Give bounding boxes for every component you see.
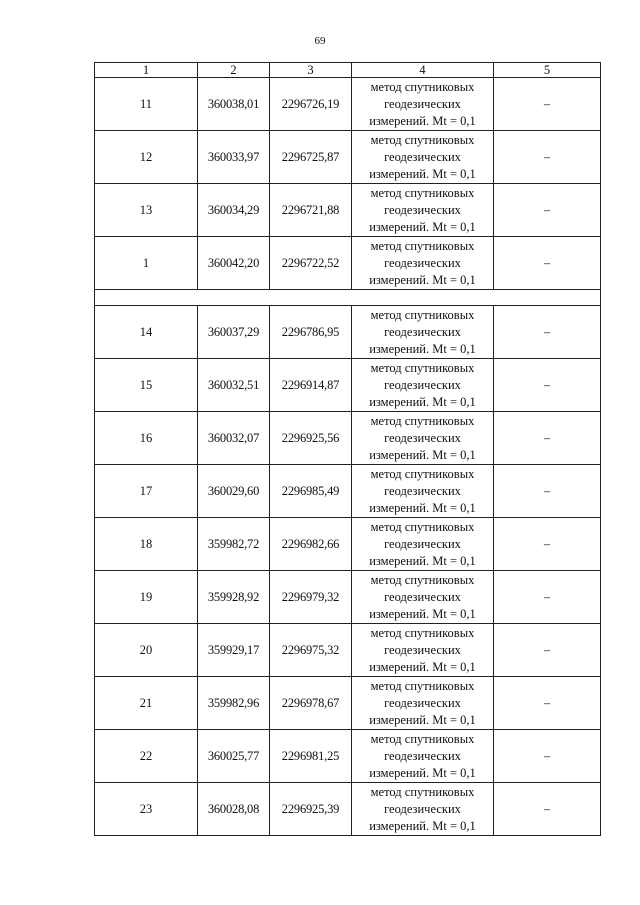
coordinates-table <box>94 62 601 836</box>
point-number-cell: 21 <box>95 677 198 730</box>
method-text-line: геодезических <box>384 377 461 392</box>
method-text-line: измерений. Mt = 0,1 <box>369 341 476 356</box>
method-text-line: метод спутниковых <box>370 132 475 147</box>
method-cell <box>352 677 494 730</box>
point-number-cell: 17 <box>95 465 198 518</box>
point-number-cell: 18 <box>95 518 198 571</box>
method-text-line: геодезических <box>384 324 461 339</box>
method-text-line: геодезических <box>384 430 461 445</box>
method-text-line: метод спутниковых <box>370 678 475 693</box>
note-cell: – <box>494 412 601 465</box>
column-header: 1 <box>95 63 198 78</box>
point-number-cell: 16 <box>95 412 198 465</box>
note-cell: – <box>494 131 601 184</box>
table-row <box>95 571 601 624</box>
method-cell <box>352 783 494 836</box>
table-row <box>95 131 601 184</box>
method-text-line: метод спутниковых <box>370 238 475 253</box>
y-coordinate-cell: 2296978,67 <box>270 677 352 730</box>
method-text-line: метод спутниковых <box>370 572 475 587</box>
method-text-line: геодезических <box>384 748 461 763</box>
page-number: 69 <box>314 35 326 47</box>
point-number-cell: 11 <box>95 78 198 131</box>
method-text-line: измерений. Mt = 0,1 <box>369 394 476 409</box>
x-coordinate-cell: 360025,77 <box>198 730 270 783</box>
method-text-line: геодезических <box>384 536 461 551</box>
x-coordinate-cell: 360042,20 <box>198 237 270 290</box>
method-text-line: метод спутниковых <box>370 185 475 200</box>
note-cell: – <box>494 783 601 836</box>
y-coordinate-cell: 2296981,25 <box>270 730 352 783</box>
method-text-line: измерений. Mt = 0,1 <box>369 219 476 234</box>
y-coordinate-cell: 2296726,19 <box>270 78 352 131</box>
method-text-line: измерений. Mt = 0,1 <box>369 765 476 780</box>
note-cell: – <box>494 306 601 359</box>
method-text-line: метод спутниковых <box>370 79 475 94</box>
y-coordinate-cell: 2296982,66 <box>270 518 352 571</box>
note-cell: – <box>494 184 601 237</box>
y-coordinate-cell: 2296725,87 <box>270 131 352 184</box>
x-coordinate-cell: 360029,60 <box>198 465 270 518</box>
y-coordinate-cell: 2296914,87 <box>270 359 352 412</box>
x-coordinate-cell: 360033,97 <box>198 131 270 184</box>
method-cell <box>352 465 494 518</box>
note-cell: – <box>494 571 601 624</box>
note-cell: – <box>494 359 601 412</box>
column-header: 5 <box>494 63 601 78</box>
method-cell <box>352 184 494 237</box>
table-row <box>95 783 601 836</box>
table-row <box>95 306 601 359</box>
table-row <box>95 465 601 518</box>
x-coordinate-cell: 360032,07 <box>198 412 270 465</box>
point-number-cell: 22 <box>95 730 198 783</box>
method-cell <box>352 359 494 412</box>
table-row <box>95 359 601 412</box>
method-text-line: геодезических <box>384 96 461 111</box>
note-cell: – <box>494 624 601 677</box>
table-row <box>95 412 601 465</box>
method-text-line: геодезических <box>384 642 461 657</box>
y-coordinate-cell: 2296786,95 <box>270 306 352 359</box>
method-cell <box>352 730 494 783</box>
point-number-cell: 13 <box>95 184 198 237</box>
method-cell <box>352 412 494 465</box>
y-coordinate-cell: 2296979,32 <box>270 571 352 624</box>
method-text-line: геодезических <box>384 483 461 498</box>
y-coordinate-cell: 2296721,88 <box>270 184 352 237</box>
method-cell <box>352 78 494 131</box>
method-text-line: геодезических <box>384 801 461 816</box>
point-number-cell: 1 <box>95 237 198 290</box>
method-cell <box>352 131 494 184</box>
column-header: 3 <box>270 63 352 78</box>
x-coordinate-cell: 359982,96 <box>198 677 270 730</box>
method-text-line: измерений. Mt = 0,1 <box>369 272 476 287</box>
x-coordinate-cell: 360037,29 <box>198 306 270 359</box>
x-coordinate-cell: 359928,92 <box>198 571 270 624</box>
method-text-line: измерений. Mt = 0,1 <box>369 113 476 128</box>
column-header: 4 <box>352 63 494 78</box>
method-text-line: измерений. Mt = 0,1 <box>369 553 476 568</box>
method-text-line: геодезических <box>384 589 461 604</box>
table-row <box>95 730 601 783</box>
method-text-line: метод спутниковых <box>370 413 475 428</box>
table-header <box>95 63 601 78</box>
note-cell: – <box>494 730 601 783</box>
table-row <box>95 184 601 237</box>
x-coordinate-cell: 360038,01 <box>198 78 270 131</box>
method-text-line: измерений. Mt = 0,1 <box>369 712 476 727</box>
section-separator-row <box>95 290 601 306</box>
y-coordinate-cell: 2296925,39 <box>270 783 352 836</box>
y-coordinate-cell: 2296985,49 <box>270 465 352 518</box>
method-text-line: измерений. Mt = 0,1 <box>369 659 476 674</box>
note-cell: – <box>494 518 601 571</box>
x-coordinate-cell: 360034,29 <box>198 184 270 237</box>
y-coordinate-cell: 2296975,32 <box>270 624 352 677</box>
point-number-cell: 14 <box>95 306 198 359</box>
method-text-line: геодезических <box>384 149 461 164</box>
method-text-line: измерений. Mt = 0,1 <box>369 606 476 621</box>
method-text-line: метод спутниковых <box>370 360 475 375</box>
point-number-cell: 23 <box>95 783 198 836</box>
method-cell <box>352 571 494 624</box>
method-text-line: метод спутниковых <box>370 625 475 640</box>
method-text-line: метод спутниковых <box>370 307 475 322</box>
column-header: 2 <box>198 63 270 78</box>
method-text-line: метод спутниковых <box>370 519 475 534</box>
y-coordinate-cell: 2296722,52 <box>270 237 352 290</box>
method-text-line: измерений. Mt = 0,1 <box>369 166 476 181</box>
method-text-line: геодезических <box>384 695 461 710</box>
table-row <box>95 518 601 571</box>
y-coordinate-cell: 2296925,56 <box>270 412 352 465</box>
method-text-line: геодезических <box>384 202 461 217</box>
method-text-line: метод спутниковых <box>370 784 475 799</box>
method-text-line: измерений. Mt = 0,1 <box>369 447 476 462</box>
method-cell <box>352 624 494 677</box>
note-cell: – <box>494 78 601 131</box>
method-cell <box>352 518 494 571</box>
method-text-line: метод спутниковых <box>370 731 475 746</box>
table-row <box>95 78 601 131</box>
table-row <box>95 237 601 290</box>
method-cell <box>352 237 494 290</box>
note-cell: – <box>494 465 601 518</box>
note-cell: – <box>494 677 601 730</box>
point-number-cell: 12 <box>95 131 198 184</box>
point-number-cell: 19 <box>95 571 198 624</box>
table-row <box>95 677 601 730</box>
x-coordinate-cell: 360028,08 <box>198 783 270 836</box>
method-text-line: измерений. Mt = 0,1 <box>369 500 476 515</box>
note-cell: – <box>494 237 601 290</box>
separator-cell <box>95 290 601 306</box>
x-coordinate-cell: 360032,51 <box>198 359 270 412</box>
method-text-line: метод спутниковых <box>370 466 475 481</box>
point-number-cell: 20 <box>95 624 198 677</box>
table-body <box>95 78 601 836</box>
method-text-line: геодезических <box>384 255 461 270</box>
point-number-cell: 15 <box>95 359 198 412</box>
x-coordinate-cell: 359982,72 <box>198 518 270 571</box>
method-text-line: измерений. Mt = 0,1 <box>369 818 476 833</box>
table-row <box>95 624 601 677</box>
x-coordinate-cell: 359929,17 <box>198 624 270 677</box>
method-cell <box>352 306 494 359</box>
